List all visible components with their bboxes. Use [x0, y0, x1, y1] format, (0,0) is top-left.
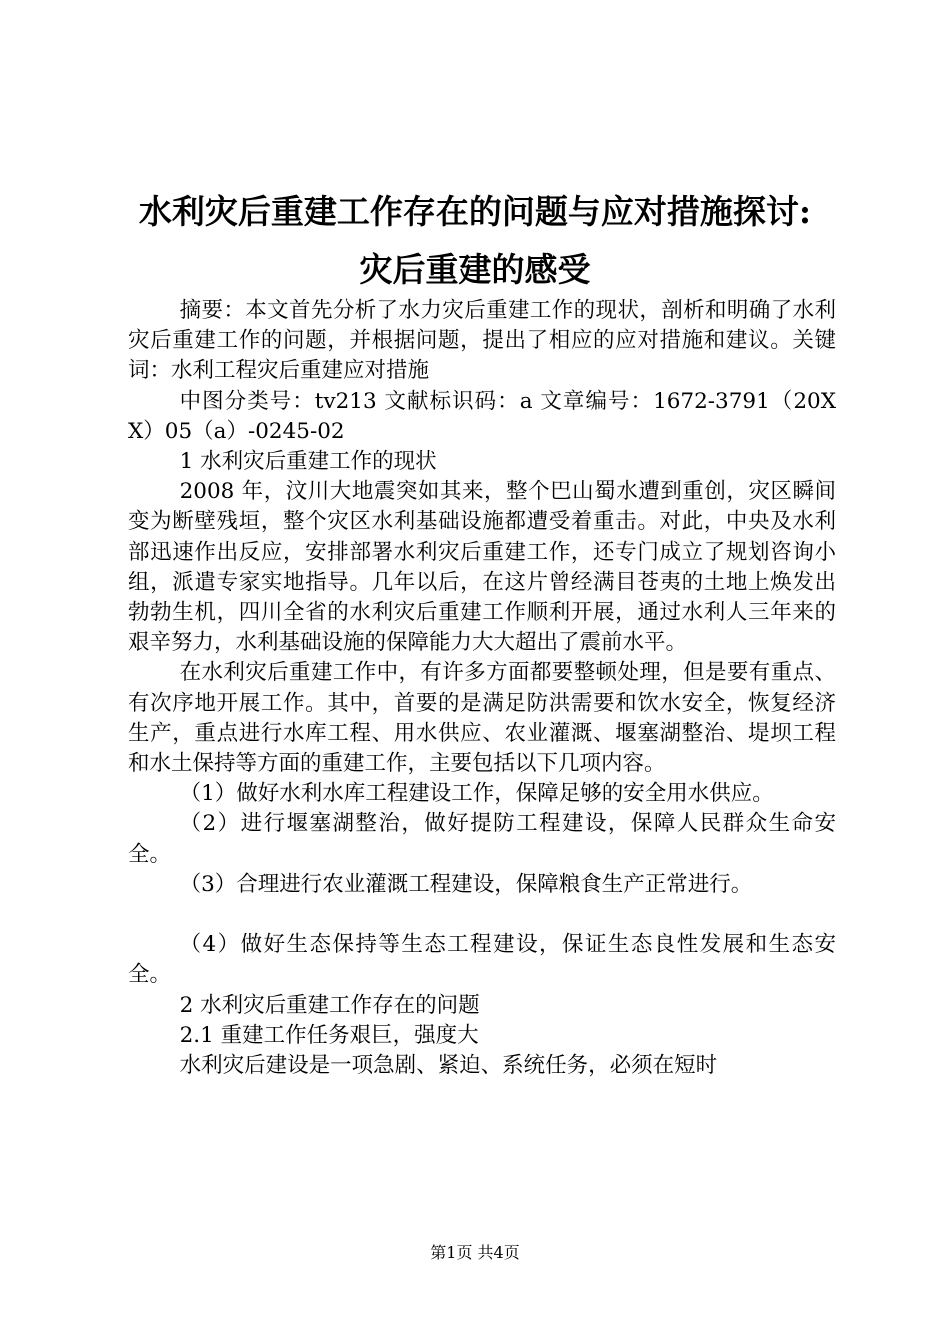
blank-line: [128, 900, 836, 930]
document-body: [128, 296, 836, 1081]
list-item-2: （2）进行堰塞湖整治，做好提防工程建设，保障人民群众生命安全。: [128, 811, 836, 867]
page-footer: 第1页 共4页: [430, 1243, 520, 1262]
list-item-4: （4）做好生态保持等生态工程建设，保证生态良性发展和生态安全。: [128, 932, 836, 988]
body-paragraph: 在水利灾后重建工作中，有许多方面都要整顿处理，但是要有重点、有次序地开展工作。其中，首要的是满足防洪需要和饮水安全，恢复经济生产，重点进行水库工程、用水供应、农业灌溉、堰塞湖整治、堤坝工程和水土保持等方面的重建工作，主要包括以下几项内容。: [128, 660, 836, 777]
section-heading-2: 2 水利灾后重建工作存在的问题: [179, 992, 480, 1018]
body-paragraph: 水利灾后建设是一项急剧、紧迫、系统任务，必须在短时: [179, 1053, 718, 1079]
classification-paragraph: 中图分类号：tv213 文献标识码：a 文章编号：1672-3791（20XX）05（a）-0245-02: [128, 388, 836, 444]
list-item-3: （3）合理进行农业灌溉工程建设，保障粮食生产正常进行。: [179, 871, 753, 897]
abstract-paragraph: 摘要：本文首先分析了水力灾后重建工作的现状，剖析和明确了水利灾后重建工作的问题，并根据问题，提出了相应的应对措施和建议。关键词：水利工程灾后重建应对措施: [128, 298, 836, 384]
section-heading-1: 1 水利灾后重建工作的现状: [179, 449, 437, 475]
body-paragraph: 2008 年，汶川大地震突如其来，整个巴山蜀水遭到重创，灾区瞬间变为断壁残垣，整个灾区水利基础设施都遭受着重击。对此，中央及水利部迅速作出反应，安排部署水利灾后重建工作，还专门成立了规划咨询小组，派遣专家实地指导。几年以后，在这片曾经满目苍夷的土地上焕发出勃勃生机，四川全省的水利灾后重建工作顺利开展，通过水利人三年来的艰辛努力，水利基础设施的保障能力大大超出了震前水平。: [128, 479, 836, 656]
document-title-line-1: 水利灾后重建工作存在的问题与应对措施探讨:: [138, 192, 812, 231]
document-title-line-2: 灾后重建的感受: [359, 250, 591, 289]
list-item-1: （1）做好水利水库工程建设工作，保障足够的安全用水供应。: [179, 781, 774, 807]
subsection-heading-2-1: 2.1 重建工作任务艰巨，强度大: [179, 1022, 479, 1048]
